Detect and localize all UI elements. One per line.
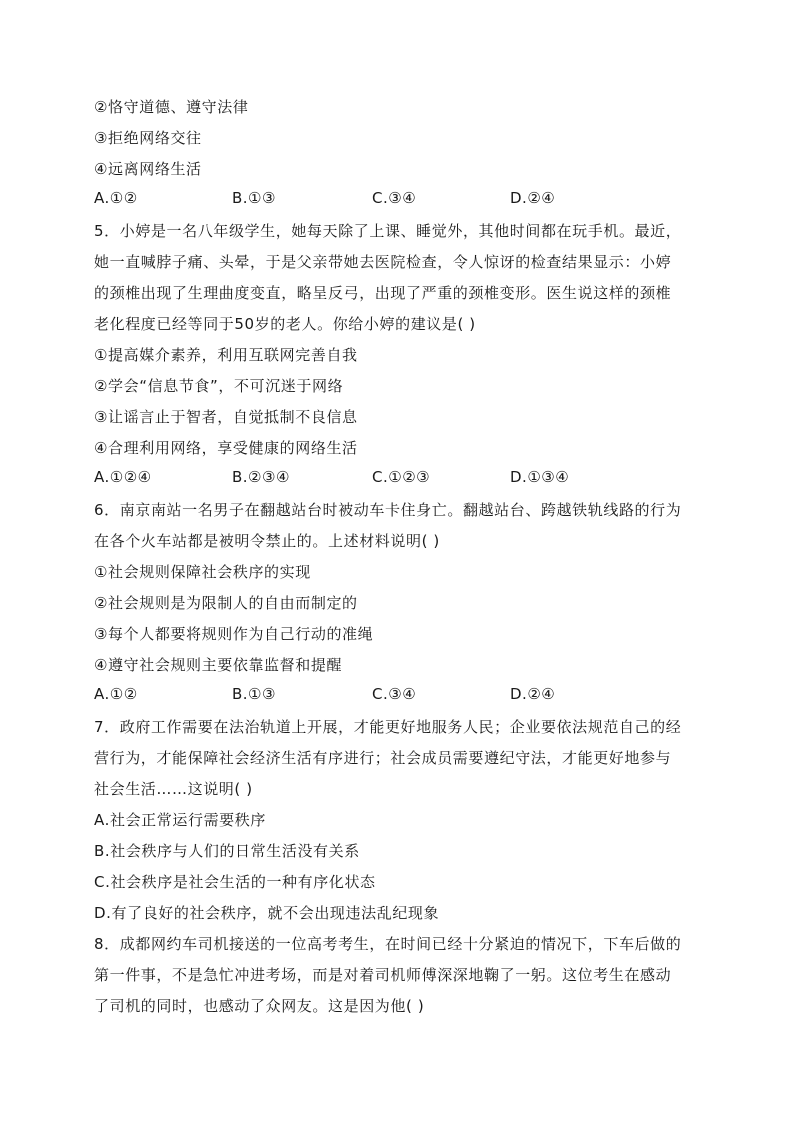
answer-choice-b: B.①③ <box>232 189 276 207</box>
answer-choice-a: A.①② <box>94 685 138 703</box>
question-text: 7．政府工作需要在法治轨道上开展，才能更好地服务人民；企业要依法规范自己的经 <box>94 718 682 736</box>
question-text: 了司机的同时，也感动了众网友。这是因为他( ) <box>94 997 425 1015</box>
question-text: 老化程度已经等同于50岁的老人。你给小婷的建议是( ) <box>94 315 476 333</box>
answer-choice-c: C.①②③ <box>372 468 431 486</box>
answer-choice-d: D.②④ <box>510 189 556 207</box>
option-line: A.社会正常运行需要秩序 <box>94 811 266 829</box>
question-text: 社会生活……这说明( ) <box>94 780 253 798</box>
question-text: 8．成都网约车司机接送的一位高考考生，在时间已经十分紧迫的情况下，下车后做的 <box>94 935 682 953</box>
question-text: 她一直喊脖子痛、头晕，于是父亲带她去医院检查，令人惊讶的检查结果显示：小婷 <box>94 253 672 271</box>
option-line: ①提高媒介素养，利用互联网完善自我 <box>94 346 358 364</box>
answer-choices <box>94 468 714 490</box>
option-line: ④遵守社会规则主要依靠监督和提醒 <box>94 656 343 674</box>
option-line: D.有了良好的社会秩序，就不会出现违法乱纪现象 <box>94 904 440 922</box>
question-text: 5．小婷是一名八年级学生，她每天除了上课、睡觉外，其他时间都在玩手机。最近， <box>94 222 682 240</box>
question-text: 6．南京南站一名男子在翻越站台时被动车卡住身亡。翻越站台、跨越铁轨线路的行为 <box>94 501 682 519</box>
question-text: 在各个火车站都是被明令禁止的。上述材料说明( ) <box>94 532 440 550</box>
option-line: ③让谣言止于智者，自觉抵制不良信息 <box>94 408 358 426</box>
option-line: ④合理利用网络，享受健康的网络生活 <box>94 439 358 457</box>
option-line: ②社会规则是为限制人的自由而制定的 <box>94 594 358 612</box>
question-text: 第一件事，不是急忙冲进考场，而是对着司机师傅深深地鞠了一躬。这位考生在感动 <box>94 966 672 984</box>
option-line: ③每个人都要将规则作为自己行动的准绳 <box>94 625 374 643</box>
answer-choice-a: A.①②④ <box>94 468 152 486</box>
answer-choice-d: D.①③④ <box>510 468 570 486</box>
option-line: ④远离网络生活 <box>94 160 202 178</box>
answer-choice-d: D.②④ <box>510 685 556 703</box>
answer-choices <box>94 189 714 211</box>
option-line: ③拒绝网络交往 <box>94 129 202 147</box>
option-line: C.社会秩序是社会生活的一种有序化状态 <box>94 873 376 891</box>
option-line: ②学会“信息节食”，不可沉迷于网络 <box>94 377 344 395</box>
answer-choice-c: C.③④ <box>372 685 417 703</box>
option-line: ②恪守道德、遵守法律 <box>94 98 249 116</box>
answer-choice-b: B.②③④ <box>232 468 290 486</box>
answer-choice-b: B.①③ <box>232 685 276 703</box>
option-line: B.社会秩序与人们的日常生活没有关系 <box>94 842 360 860</box>
answer-choices <box>94 685 714 707</box>
option-line: ①社会规则保障社会秩序的实现 <box>94 563 311 581</box>
question-text: 的颈椎出现了生理曲度变直，略呈反弓，出现了严重的颈椎变形。医生说这样的颈椎 <box>94 284 672 302</box>
answer-choice-a: A.①② <box>94 189 138 207</box>
question-text: 营行为，才能保障社会经济生活有序进行；社会成员需要遵纪守法，才能更好地参与 <box>94 749 672 767</box>
answer-choice-c: C.③④ <box>372 189 417 207</box>
